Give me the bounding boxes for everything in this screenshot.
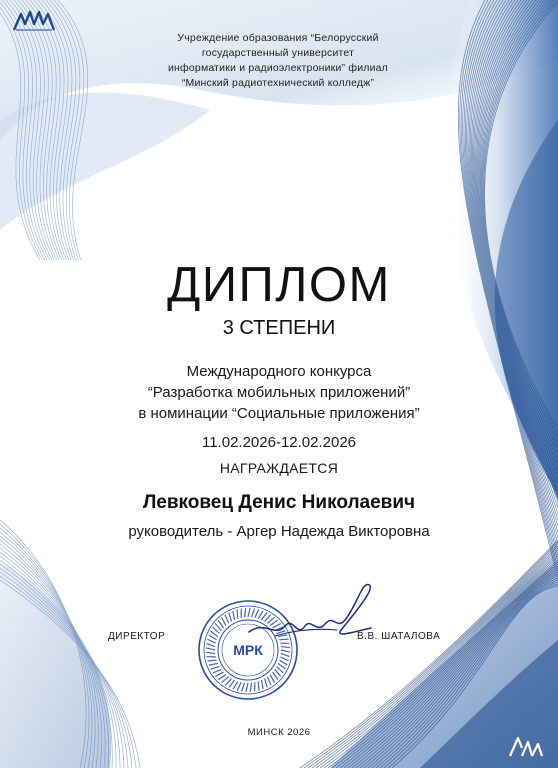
recipient-name: Левковец Денис Николаевич <box>142 492 416 513</box>
contest-description <box>80 361 478 424</box>
contest-line-2: “Разработка мобильных приложений” <box>147 384 411 401</box>
stamp-center-text: МРК <box>233 642 263 658</box>
supervisor-line: руководитель - Аргер Надежда Викторовна <box>128 523 430 540</box>
diploma-degree: 3 СТЕПЕНИ <box>222 317 336 339</box>
college-emblem-icon <box>506 732 546 760</box>
contest-line-3: в номинации “Социальные приложения” <box>138 405 420 422</box>
institution-line-3: информатики и радиоэлектроники” филиал <box>167 62 389 74</box>
college-logo-icon <box>12 8 56 36</box>
institution-line-2: государственный университет <box>201 47 355 59</box>
institution-header <box>118 31 438 91</box>
director-name: В.В. ШАТАЛОВА <box>357 631 441 642</box>
awarded-label: НАГРАЖДАЕТСЯ <box>219 460 339 476</box>
contest-dates: 11.02.2026-12.02.2026 <box>201 434 357 451</box>
institution-line-1: Учреждение образования “Белорусский <box>177 32 379 44</box>
institution-line-4: “Минский радиотехнический колледж” <box>181 77 375 89</box>
city-year: МИНСК 2026 <box>247 727 311 738</box>
director-label: ДИРЕКТОР <box>108 631 166 642</box>
diploma-title: ДИПЛОМ <box>167 258 391 312</box>
director-signature <box>245 580 385 650</box>
contest-line-1: Международного конкурса <box>186 363 372 380</box>
